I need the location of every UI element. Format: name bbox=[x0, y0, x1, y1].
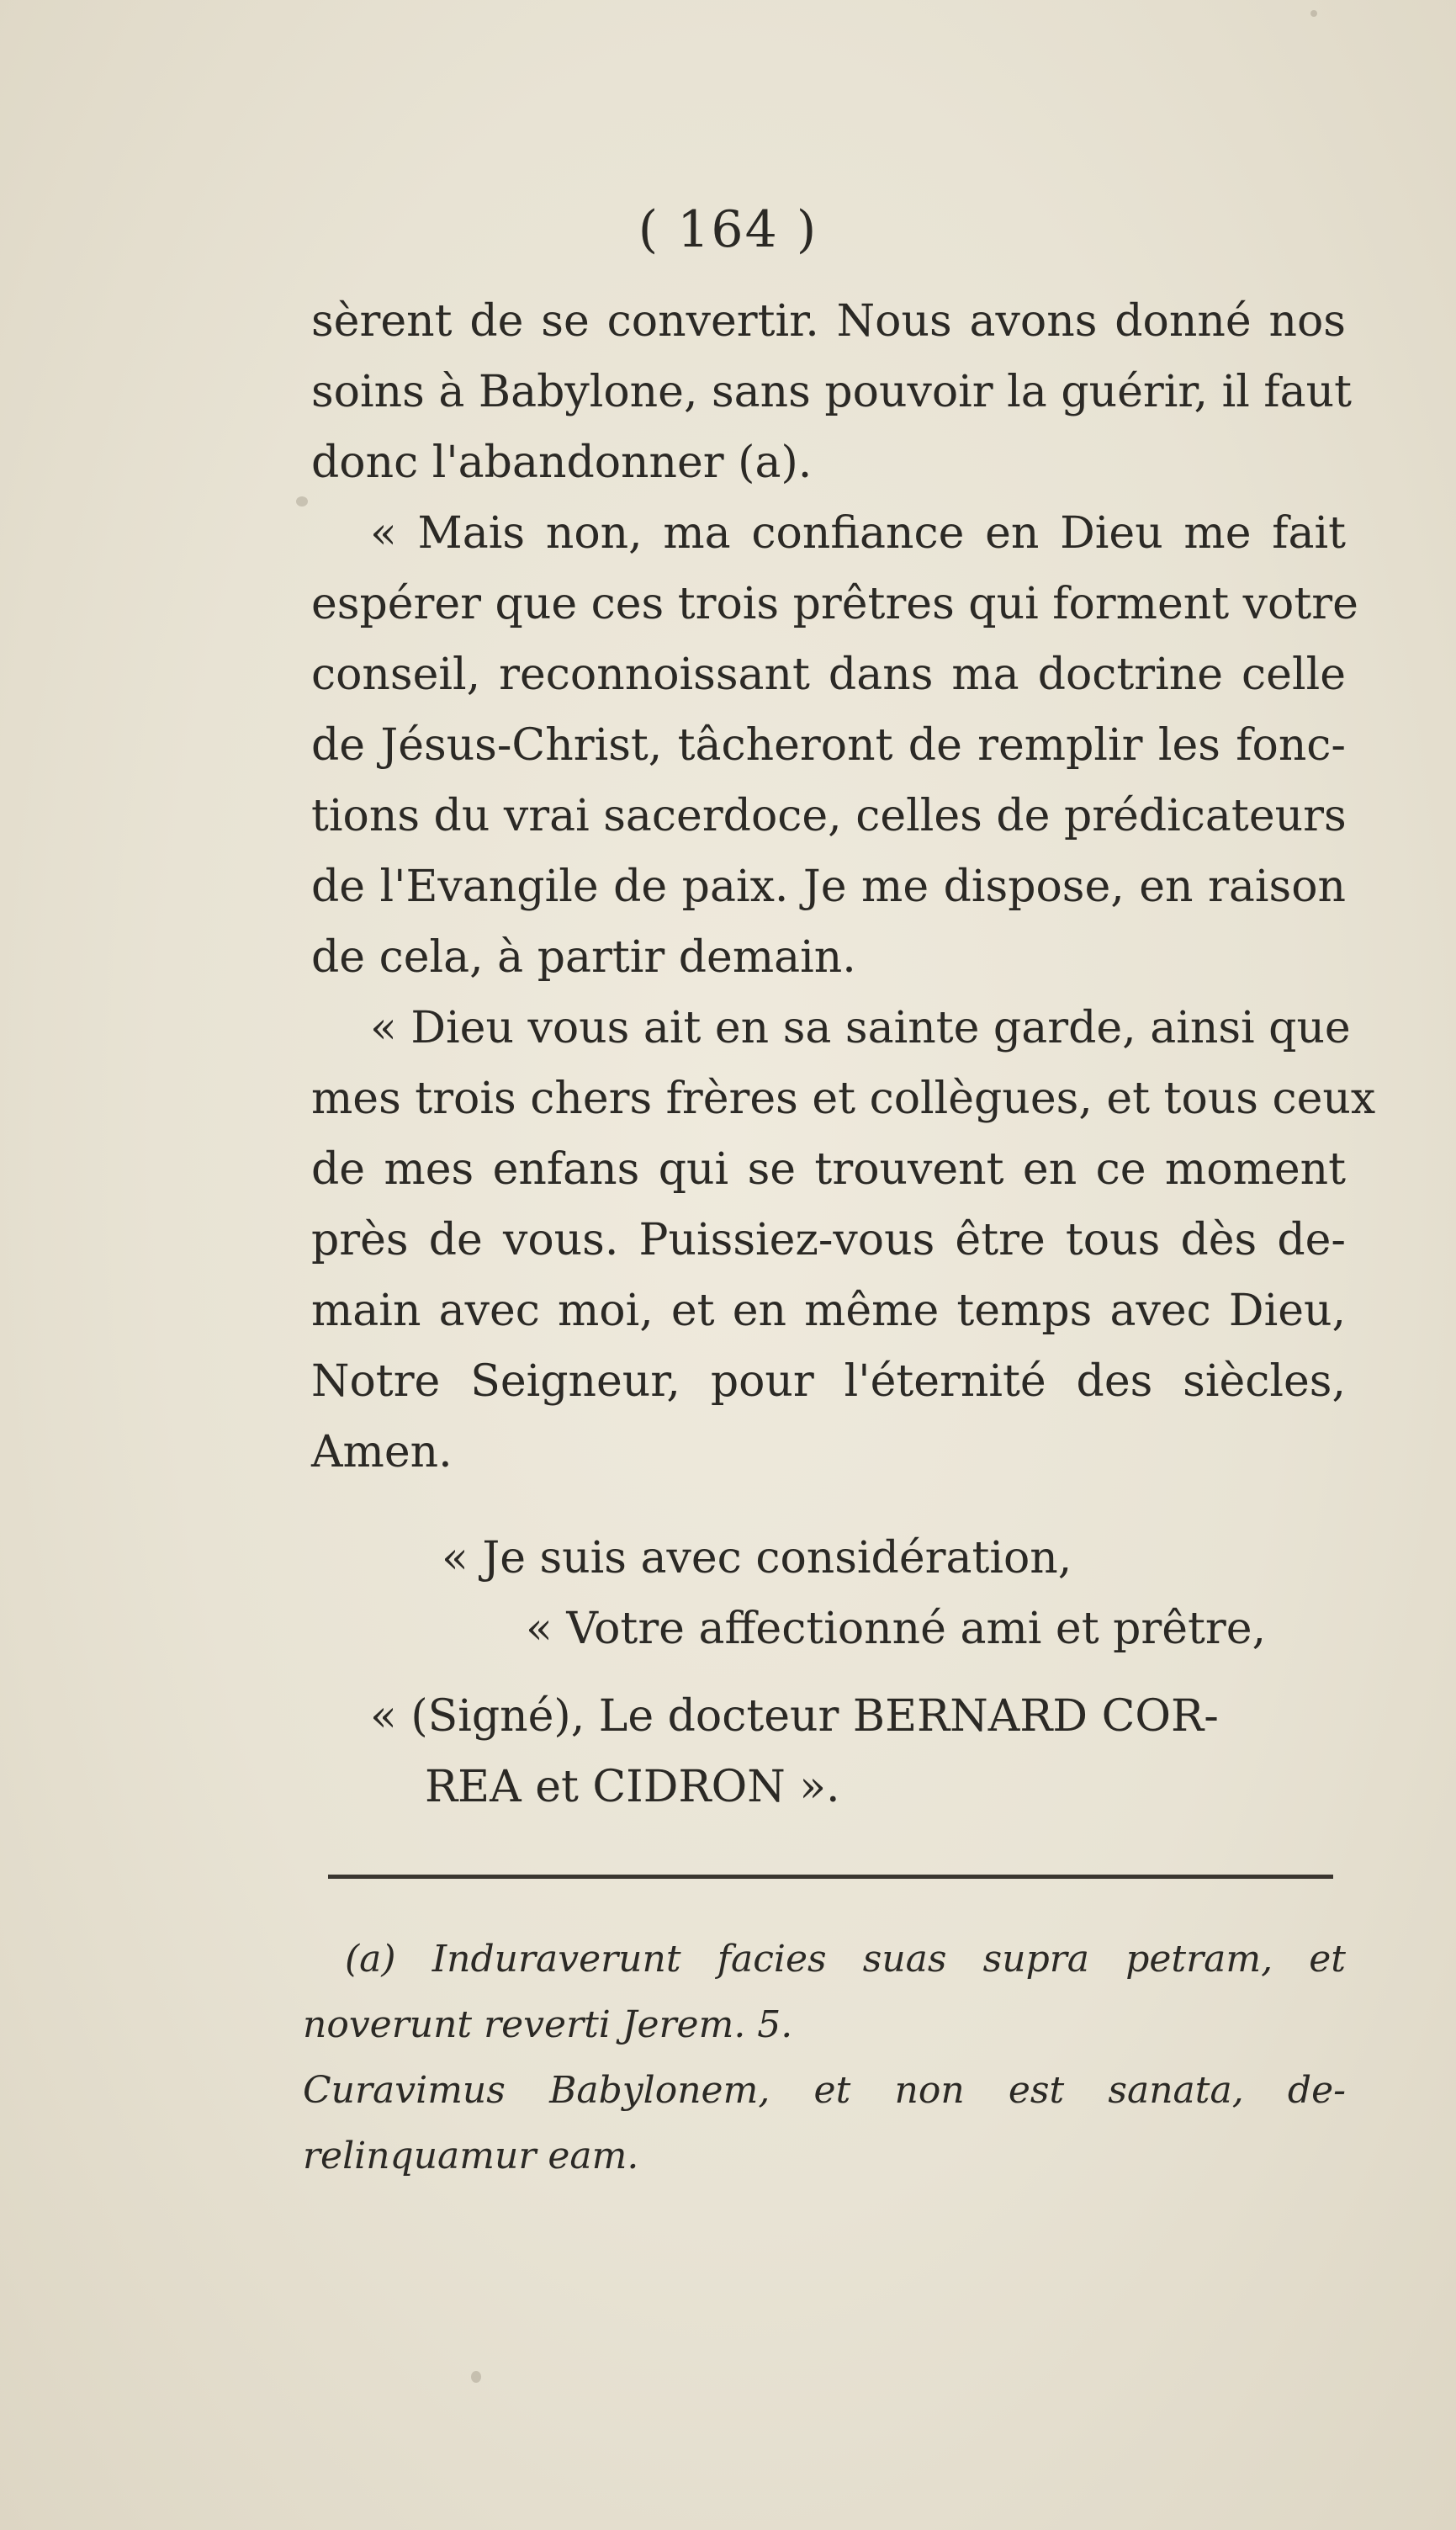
signature-line: REA et CIDRON ». bbox=[425, 1762, 840, 1812]
footnote-line: relinquamur eam. bbox=[303, 2135, 639, 2177]
paper-speck bbox=[296, 496, 308, 507]
footnote bbox=[303, 1927, 1346, 2189]
text-line: de Jésus-Christ, tâcheront de remplir les fonc- bbox=[311, 720, 1346, 771]
footnote-line: Curavimus Babylonem, et non est sanata, de- bbox=[303, 2069, 1346, 2112]
paper-speck bbox=[1310, 10, 1317, 17]
text-line: espérer que ces trois prêtres qui forment votre bbox=[311, 579, 1358, 629]
closing-line: « Votre affectionné ami et prêtre, bbox=[526, 1604, 1267, 1654]
text-line: Amen. bbox=[311, 1427, 453, 1477]
text-line: de l'Evangile de paix. Je me dispose, en raison bbox=[311, 862, 1346, 912]
text-line: mes trois chers frères et collègues, et tous ceux bbox=[311, 1074, 1376, 1124]
text-line: sèrent de se convertir. Nous avons donné nos bbox=[311, 296, 1346, 347]
main-text bbox=[311, 286, 1376, 1822]
text-line: tions du vrai sacerdoce, celles de prédicateurs bbox=[311, 791, 1347, 841]
text-line: conseil, reconnoissant dans ma doctrine celle bbox=[311, 650, 1346, 700]
paragraph-start-line: « Dieu vous ait en sa sainte garde, ainsi que bbox=[370, 1003, 1351, 1053]
closing-line: « Je suis avec considération, bbox=[442, 1533, 1072, 1583]
text-line: de mes enfans qui se trouvent en ce moment bbox=[311, 1144, 1346, 1195]
text-line: Notre Seigneur, pour l'éternité des siècles, bbox=[311, 1356, 1346, 1407]
footnote-line: (a) Induraverunt facies suas supra petram, et bbox=[345, 1938, 1346, 1981]
page-number: ( 164 ) bbox=[638, 200, 818, 259]
footnote-divider bbox=[328, 1875, 1333, 1879]
text-line: donc l'abandonner (a). bbox=[311, 438, 813, 488]
text-line: de cela, à partir demain. bbox=[311, 932, 856, 983]
footnote-line: noverunt reverti Jerem. 5. bbox=[303, 2003, 793, 2046]
signature-line: « (Signé), Le docteur BERNARD COR- bbox=[370, 1691, 1219, 1742]
paragraph-start-line: « Mais non, ma confiance en Dieu me fait bbox=[370, 508, 1346, 559]
text-line: près de vous. Puissiez-vous être tous dès de- bbox=[311, 1215, 1346, 1265]
paper-speck bbox=[471, 2371, 481, 2383]
text-line: soins à Babylone, sans pouvoir la guérir, il faut bbox=[311, 367, 1353, 417]
text-line: main avec moi, et en même temps avec Dieu, bbox=[311, 1286, 1346, 1336]
